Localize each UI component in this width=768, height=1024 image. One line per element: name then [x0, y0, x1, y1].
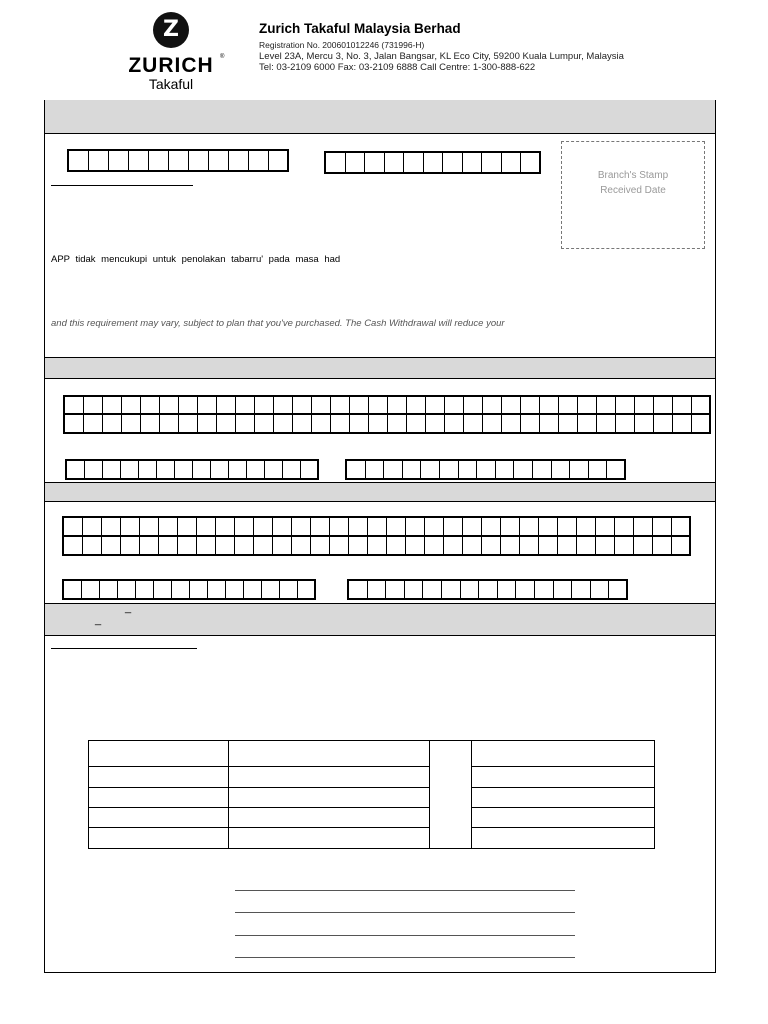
- character-box[interactable]: [388, 395, 407, 415]
- character-box[interactable]: [179, 395, 198, 415]
- character-box[interactable]: [385, 151, 405, 174]
- section-header-3: [45, 482, 715, 502]
- character-box[interactable]: [249, 149, 269, 172]
- character-box[interactable]: [540, 413, 559, 434]
- stamp-label: Branch's Stamp: [597, 170, 669, 181]
- character-box[interactable]: [236, 413, 255, 434]
- character-box[interactable]: [254, 535, 273, 556]
- character-box[interactable]: [384, 459, 403, 480]
- character-box[interactable]: [139, 459, 157, 480]
- character-box[interactable]: [673, 395, 692, 415]
- character-box[interactable]: [463, 151, 483, 174]
- character-box[interactable]: [89, 149, 109, 172]
- character-box[interactable]: [539, 535, 558, 556]
- character-box[interactable]: [160, 413, 179, 434]
- character-box[interactable]: [118, 579, 136, 600]
- character-box[interactable]: [169, 149, 189, 172]
- character-box[interactable]: [67, 459, 85, 480]
- character-box[interactable]: [273, 516, 292, 537]
- character-box[interactable]: [172, 579, 190, 600]
- received-date-label: Received Date: [600, 185, 666, 196]
- character-box[interactable]: [217, 413, 236, 434]
- character-box[interactable]: [596, 516, 615, 537]
- character-box[interactable]: [255, 413, 274, 434]
- character-box[interactable]: [482, 535, 501, 556]
- section-1-underline: [51, 185, 193, 186]
- signature-line-1[interactable]: [235, 890, 575, 891]
- character-box[interactable]: [404, 151, 424, 174]
- character-box[interactable]: [121, 459, 139, 480]
- table-cell[interactable]: [229, 788, 430, 808]
- logo-wordmark: ZURICH: [128, 54, 214, 77]
- character-box[interactable]: [244, 579, 262, 600]
- character-box[interactable]: [552, 459, 571, 480]
- character-box[interactable]: [426, 413, 445, 434]
- character-box[interactable]: [501, 516, 520, 537]
- section-header-1: [45, 100, 715, 134]
- character-box[interactable]: [597, 395, 616, 415]
- character-box[interactable]: [326, 151, 346, 174]
- table-spacer-cell: [430, 741, 472, 849]
- character-box[interactable]: [103, 413, 122, 434]
- character-box[interactable]: [407, 413, 426, 434]
- character-box[interactable]: [216, 535, 235, 556]
- character-box[interactable]: [190, 579, 208, 600]
- character-box[interactable]: [634, 535, 653, 556]
- character-box[interactable]: [516, 579, 535, 600]
- character-box[interactable]: [673, 413, 692, 434]
- app-notice-text: APP tidak mencukupi untuk penolakan tabarru' pada masa had: [51, 254, 341, 265]
- character-box[interactable]: [463, 516, 482, 537]
- table-row: [89, 788, 655, 808]
- character-box[interactable]: [386, 579, 405, 600]
- character-box[interactable]: [178, 516, 197, 537]
- table-cell[interactable]: [89, 828, 229, 849]
- character-box[interactable]: [293, 413, 312, 434]
- character-box[interactable]: [596, 535, 615, 556]
- character-box[interactable]: [514, 459, 533, 480]
- character-box[interactable]: [197, 535, 216, 556]
- character-box[interactable]: [311, 516, 330, 537]
- character-box[interactable]: [477, 459, 496, 480]
- character-box[interactable]: [65, 413, 84, 434]
- character-box[interactable]: [349, 579, 368, 600]
- character-box[interactable]: [64, 516, 83, 537]
- character-box[interactable]: [136, 579, 154, 600]
- company-name: Zurich Takaful Malaysia Berhad: [259, 21, 461, 36]
- character-box[interactable]: [179, 413, 198, 434]
- character-box[interactable]: [653, 535, 672, 556]
- character-box[interactable]: [464, 395, 483, 415]
- section-header-4: [45, 603, 715, 636]
- character-box[interactable]: [247, 459, 265, 480]
- character-box[interactable]: [502, 413, 521, 434]
- character-box[interactable]: [193, 459, 211, 480]
- character-box[interactable]: [65, 395, 84, 415]
- character-box[interactable]: [521, 413, 540, 434]
- character-box[interactable]: [425, 516, 444, 537]
- character-box[interactable]: [82, 579, 100, 600]
- character-box[interactable]: [634, 516, 653, 537]
- character-box[interactable]: [350, 413, 369, 434]
- character-box[interactable]: [365, 151, 385, 174]
- character-box[interactable]: [607, 459, 626, 480]
- character-box[interactable]: [387, 535, 406, 556]
- character-box[interactable]: [226, 579, 244, 600]
- character-box[interactable]: [64, 579, 82, 600]
- character-box[interactable]: [464, 413, 483, 434]
- table-cell[interactable]: [89, 788, 229, 808]
- character-box[interactable]: [533, 459, 552, 480]
- zurich-z-icon: [153, 12, 189, 48]
- character-box[interactable]: [122, 413, 141, 434]
- character-box[interactable]: [368, 535, 387, 556]
- character-box[interactable]: [615, 535, 634, 556]
- character-box[interactable]: [479, 579, 498, 600]
- name-boxes-line-1[interactable]: [63, 395, 711, 415]
- character-box[interactable]: [654, 395, 673, 415]
- table-cell[interactable]: [472, 741, 655, 767]
- table-cell[interactable]: [89, 808, 229, 828]
- details-table: [88, 740, 655, 849]
- character-box[interactable]: [160, 395, 179, 415]
- table-cell[interactable]: [472, 808, 655, 828]
- character-box[interactable]: [149, 149, 169, 172]
- character-box[interactable]: [198, 395, 217, 415]
- character-box[interactable]: [424, 151, 444, 174]
- character-box[interactable]: [293, 395, 312, 415]
- character-box[interactable]: [501, 535, 520, 556]
- table-cell[interactable]: [229, 767, 430, 788]
- character-box[interactable]: [84, 413, 103, 434]
- character-box[interactable]: [445, 395, 464, 415]
- character-box[interactable]: [463, 535, 482, 556]
- character-box[interactable]: [301, 459, 319, 480]
- logo-mark: Z: [163, 17, 179, 42]
- character-box[interactable]: [483, 413, 502, 434]
- character-box[interactable]: [615, 516, 634, 537]
- character-box[interactable]: [539, 516, 558, 537]
- requirement-note-text: and this requirement may vary, subject to plan that you've purchased. The Cash Withdrawal will reduce your: [51, 318, 505, 329]
- character-box[interactable]: [189, 149, 209, 172]
- character-box[interactable]: [350, 395, 369, 415]
- payee-name-boxes-line-1[interactable]: [62, 516, 691, 537]
- character-box[interactable]: [554, 579, 573, 600]
- character-box[interactable]: [405, 579, 424, 600]
- character-box[interactable]: [347, 459, 366, 480]
- contact-number-boxes[interactable]: [345, 459, 626, 480]
- character-box[interactable]: [121, 516, 140, 537]
- reference-number-boxes[interactable]: [324, 151, 541, 174]
- character-box[interactable]: [482, 516, 501, 537]
- character-box[interactable]: [440, 459, 459, 480]
- character-box[interactable]: [369, 395, 388, 415]
- character-box[interactable]: [577, 535, 596, 556]
- character-box[interactable]: [591, 579, 610, 600]
- character-box[interactable]: [235, 535, 254, 556]
- character-box[interactable]: [280, 579, 298, 600]
- table-cell[interactable]: [89, 741, 229, 767]
- logo-subtitle: Takaful: [148, 76, 194, 92]
- section-4-mark-2: _: [95, 614, 102, 626]
- table-cell[interactable]: [472, 788, 655, 808]
- character-box[interactable]: [444, 535, 463, 556]
- character-box[interactable]: [368, 516, 387, 537]
- character-box[interactable]: [311, 535, 330, 556]
- character-box[interactable]: [141, 413, 160, 434]
- character-box[interactable]: [421, 459, 440, 480]
- character-box[interactable]: [366, 459, 385, 480]
- character-box[interactable]: [121, 535, 140, 556]
- character-box[interactable]: [570, 459, 589, 480]
- character-box[interactable]: [635, 413, 654, 434]
- character-box[interactable]: [283, 459, 301, 480]
- character-box[interactable]: [140, 516, 159, 537]
- character-box[interactable]: [330, 516, 349, 537]
- character-box[interactable]: [654, 413, 673, 434]
- character-box[interactable]: [387, 516, 406, 537]
- character-box[interactable]: [521, 395, 540, 415]
- character-box[interactable]: [589, 459, 608, 480]
- character-box[interactable]: [129, 149, 149, 172]
- character-box[interactable]: [312, 395, 331, 415]
- character-box[interactable]: [482, 151, 502, 174]
- signature-line-3[interactable]: [235, 935, 575, 936]
- character-box[interactable]: [520, 516, 539, 537]
- table-cell[interactable]: [229, 808, 430, 828]
- character-box[interactable]: [388, 413, 407, 434]
- character-box[interactable]: [578, 413, 597, 434]
- character-box[interactable]: [109, 149, 129, 172]
- character-box[interactable]: [83, 516, 102, 537]
- table-cell[interactable]: [229, 828, 430, 849]
- character-box[interactable]: [254, 516, 273, 537]
- character-box[interactable]: [444, 516, 463, 537]
- character-box[interactable]: [255, 395, 274, 415]
- character-box[interactable]: [262, 579, 280, 600]
- branch-stamp-box: [561, 141, 705, 249]
- section-4-mark-1: _: [125, 602, 132, 614]
- character-box[interactable]: [635, 395, 654, 415]
- character-box[interactable]: [577, 516, 596, 537]
- character-box[interactable]: [535, 579, 554, 600]
- name-boxes-line-2[interactable]: [63, 413, 711, 434]
- character-box[interactable]: [273, 535, 292, 556]
- character-box[interactable]: [102, 535, 121, 556]
- character-box[interactable]: [217, 395, 236, 415]
- character-box[interactable]: [269, 149, 289, 172]
- character-box[interactable]: [69, 149, 89, 172]
- character-box[interactable]: [461, 579, 480, 600]
- character-box[interactable]: [349, 535, 368, 556]
- table-row: [89, 808, 655, 828]
- character-box[interactable]: [426, 395, 445, 415]
- certificate-number-boxes[interactable]: [67, 149, 289, 172]
- character-box[interactable]: [692, 413, 711, 434]
- character-box[interactable]: [100, 579, 118, 600]
- section-header-2: [45, 357, 715, 379]
- character-box[interactable]: [312, 413, 331, 434]
- company-contact: Tel: 03-2109 6000 Fax: 03-2109 6888 Call Centre: 1-300-888-622: [259, 62, 536, 73]
- character-box[interactable]: [331, 395, 350, 415]
- character-box[interactable]: [83, 535, 102, 556]
- company-logo: [120, 10, 230, 90]
- table-row: [89, 767, 655, 788]
- character-box[interactable]: [140, 535, 159, 556]
- character-box[interactable]: [197, 516, 216, 537]
- character-box[interactable]: [406, 535, 425, 556]
- character-box[interactable]: [102, 516, 121, 537]
- character-box[interactable]: [159, 535, 178, 556]
- character-box[interactable]: [407, 395, 426, 415]
- registered-mark: ®: [220, 54, 225, 60]
- character-box[interactable]: [208, 579, 226, 600]
- character-box[interactable]: [443, 151, 463, 174]
- table-row: [89, 828, 655, 849]
- character-box[interactable]: [216, 516, 235, 537]
- character-box[interactable]: [84, 395, 103, 415]
- character-box[interactable]: [572, 579, 591, 600]
- character-box[interactable]: [209, 149, 229, 172]
- company-registration: Registration No. 200601012246 (731996-H): [259, 40, 425, 50]
- character-box[interactable]: [498, 579, 517, 600]
- character-box[interactable]: [157, 459, 175, 480]
- character-box[interactable]: [298, 579, 316, 600]
- payee-name-boxes-line-2[interactable]: [62, 535, 691, 556]
- character-box[interactable]: [483, 395, 502, 415]
- character-box[interactable]: [178, 535, 197, 556]
- character-box[interactable]: [292, 535, 311, 556]
- character-box[interactable]: [274, 413, 293, 434]
- table-cell[interactable]: [472, 767, 655, 788]
- character-box[interactable]: [198, 413, 217, 434]
- character-box[interactable]: [103, 395, 122, 415]
- character-box[interactable]: [141, 395, 160, 415]
- character-box[interactable]: [64, 535, 83, 556]
- character-box[interactable]: [292, 516, 311, 537]
- character-box[interactable]: [559, 413, 578, 434]
- signature-line-2[interactable]: [235, 912, 575, 913]
- character-box[interactable]: [653, 516, 672, 537]
- table-cell[interactable]: [472, 828, 655, 849]
- character-box[interactable]: [692, 395, 711, 415]
- company-address: Level 23A, Mercu 3, No. 3, Jalan Bangsar, KL Eco City, 59200 Kuala Lumpur, Malaysia: [259, 51, 624, 62]
- character-box[interactable]: [265, 459, 283, 480]
- character-box[interactable]: [597, 413, 616, 434]
- character-box[interactable]: [368, 579, 387, 600]
- character-box[interactable]: [521, 151, 541, 174]
- table-cell[interactable]: [89, 767, 229, 788]
- character-box[interactable]: [330, 535, 349, 556]
- character-box[interactable]: [103, 459, 121, 480]
- character-box[interactable]: [346, 151, 366, 174]
- character-box[interactable]: [616, 413, 635, 434]
- character-box[interactable]: [558, 516, 577, 537]
- character-box[interactable]: [609, 579, 628, 600]
- table-cell[interactable]: [229, 741, 430, 767]
- character-box[interactable]: [578, 395, 597, 415]
- character-box[interactable]: [175, 459, 193, 480]
- character-box[interactable]: [558, 535, 577, 556]
- character-box[interactable]: [369, 413, 388, 434]
- character-box[interactable]: [403, 459, 422, 480]
- character-box[interactable]: [445, 413, 464, 434]
- character-box[interactable]: [229, 149, 249, 172]
- character-box[interactable]: [229, 459, 247, 480]
- character-box[interactable]: [496, 459, 515, 480]
- character-box[interactable]: [520, 535, 539, 556]
- character-box[interactable]: [85, 459, 103, 480]
- character-box[interactable]: [236, 395, 255, 415]
- character-box[interactable]: [442, 579, 461, 600]
- id-number-boxes[interactable]: [65, 459, 319, 480]
- character-box[interactable]: [502, 151, 522, 174]
- character-box[interactable]: [672, 535, 691, 556]
- payee-id-boxes[interactable]: [62, 579, 316, 600]
- character-box[interactable]: [559, 395, 578, 415]
- character-box[interactable]: [406, 516, 425, 537]
- character-box[interactable]: [502, 395, 521, 415]
- section-4-underline: [51, 648, 197, 649]
- character-box[interactable]: [154, 579, 172, 600]
- character-box[interactable]: [159, 516, 178, 537]
- character-box[interactable]: [349, 516, 368, 537]
- character-box[interactable]: [672, 516, 691, 537]
- character-box[interactable]: [274, 395, 293, 415]
- character-box[interactable]: [425, 535, 444, 556]
- character-box[interactable]: [211, 459, 229, 480]
- signature-line-4[interactable]: [235, 957, 575, 958]
- payee-contact-boxes[interactable]: [347, 579, 628, 600]
- character-box[interactable]: [616, 395, 635, 415]
- character-box[interactable]: [122, 395, 141, 415]
- character-box[interactable]: [459, 459, 478, 480]
- table-row: [89, 741, 655, 767]
- character-box[interactable]: [235, 516, 254, 537]
- character-box[interactable]: [423, 579, 442, 600]
- character-box[interactable]: [540, 395, 559, 415]
- character-box[interactable]: [331, 413, 350, 434]
